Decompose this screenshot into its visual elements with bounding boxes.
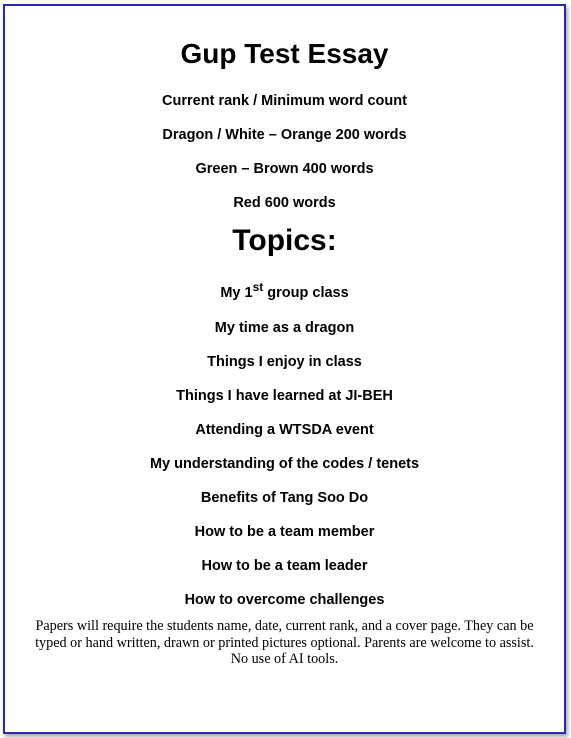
topic-item: My understanding of the codes / tenets: [149, 456, 420, 472]
topic-item: How to overcome challenges: [184, 592, 385, 608]
topic-item: How to be a team leader: [201, 558, 368, 574]
note-line: No use of AI tools.: [230, 651, 339, 667]
topic-item: My time as a dragon: [214, 320, 355, 336]
topic-item: [5, 280, 564, 302]
topics-heading: Topics:: [232, 224, 337, 257]
document-title: Gup Test Essay: [180, 38, 389, 69]
page-frame: [3, 4, 566, 734]
requirement-line: Dragon / White – Orange 200 words: [162, 127, 407, 143]
topic-item: Attending a WTSDA event: [195, 422, 374, 438]
topic-item: Things I enjoy in class: [207, 354, 362, 370]
instructions-note: [19, 618, 550, 668]
requirement-line: Red 600 words: [233, 195, 336, 211]
topic-item: Things I have learned at JI-BEH: [176, 388, 393, 404]
requirement-line: Green – Brown 400 words: [195, 161, 374, 177]
requirements-header: Current rank / Minimum word count: [162, 93, 407, 109]
note-line: typed or hand written, drawn or printed pictures optional. Parents are welcome to assist.: [35, 634, 534, 651]
note-line: Papers will require the students name, date, current rank, and a cover page. They can be: [35, 618, 534, 634]
topic-item: How to be a team member: [194, 524, 375, 540]
topic-item: Benefits of Tang Soo Do: [200, 490, 369, 506]
topic-text: group class: [263, 285, 349, 301]
topic-text: My 1: [220, 285, 253, 301]
ordinal-superscript: st: [252, 280, 264, 294]
